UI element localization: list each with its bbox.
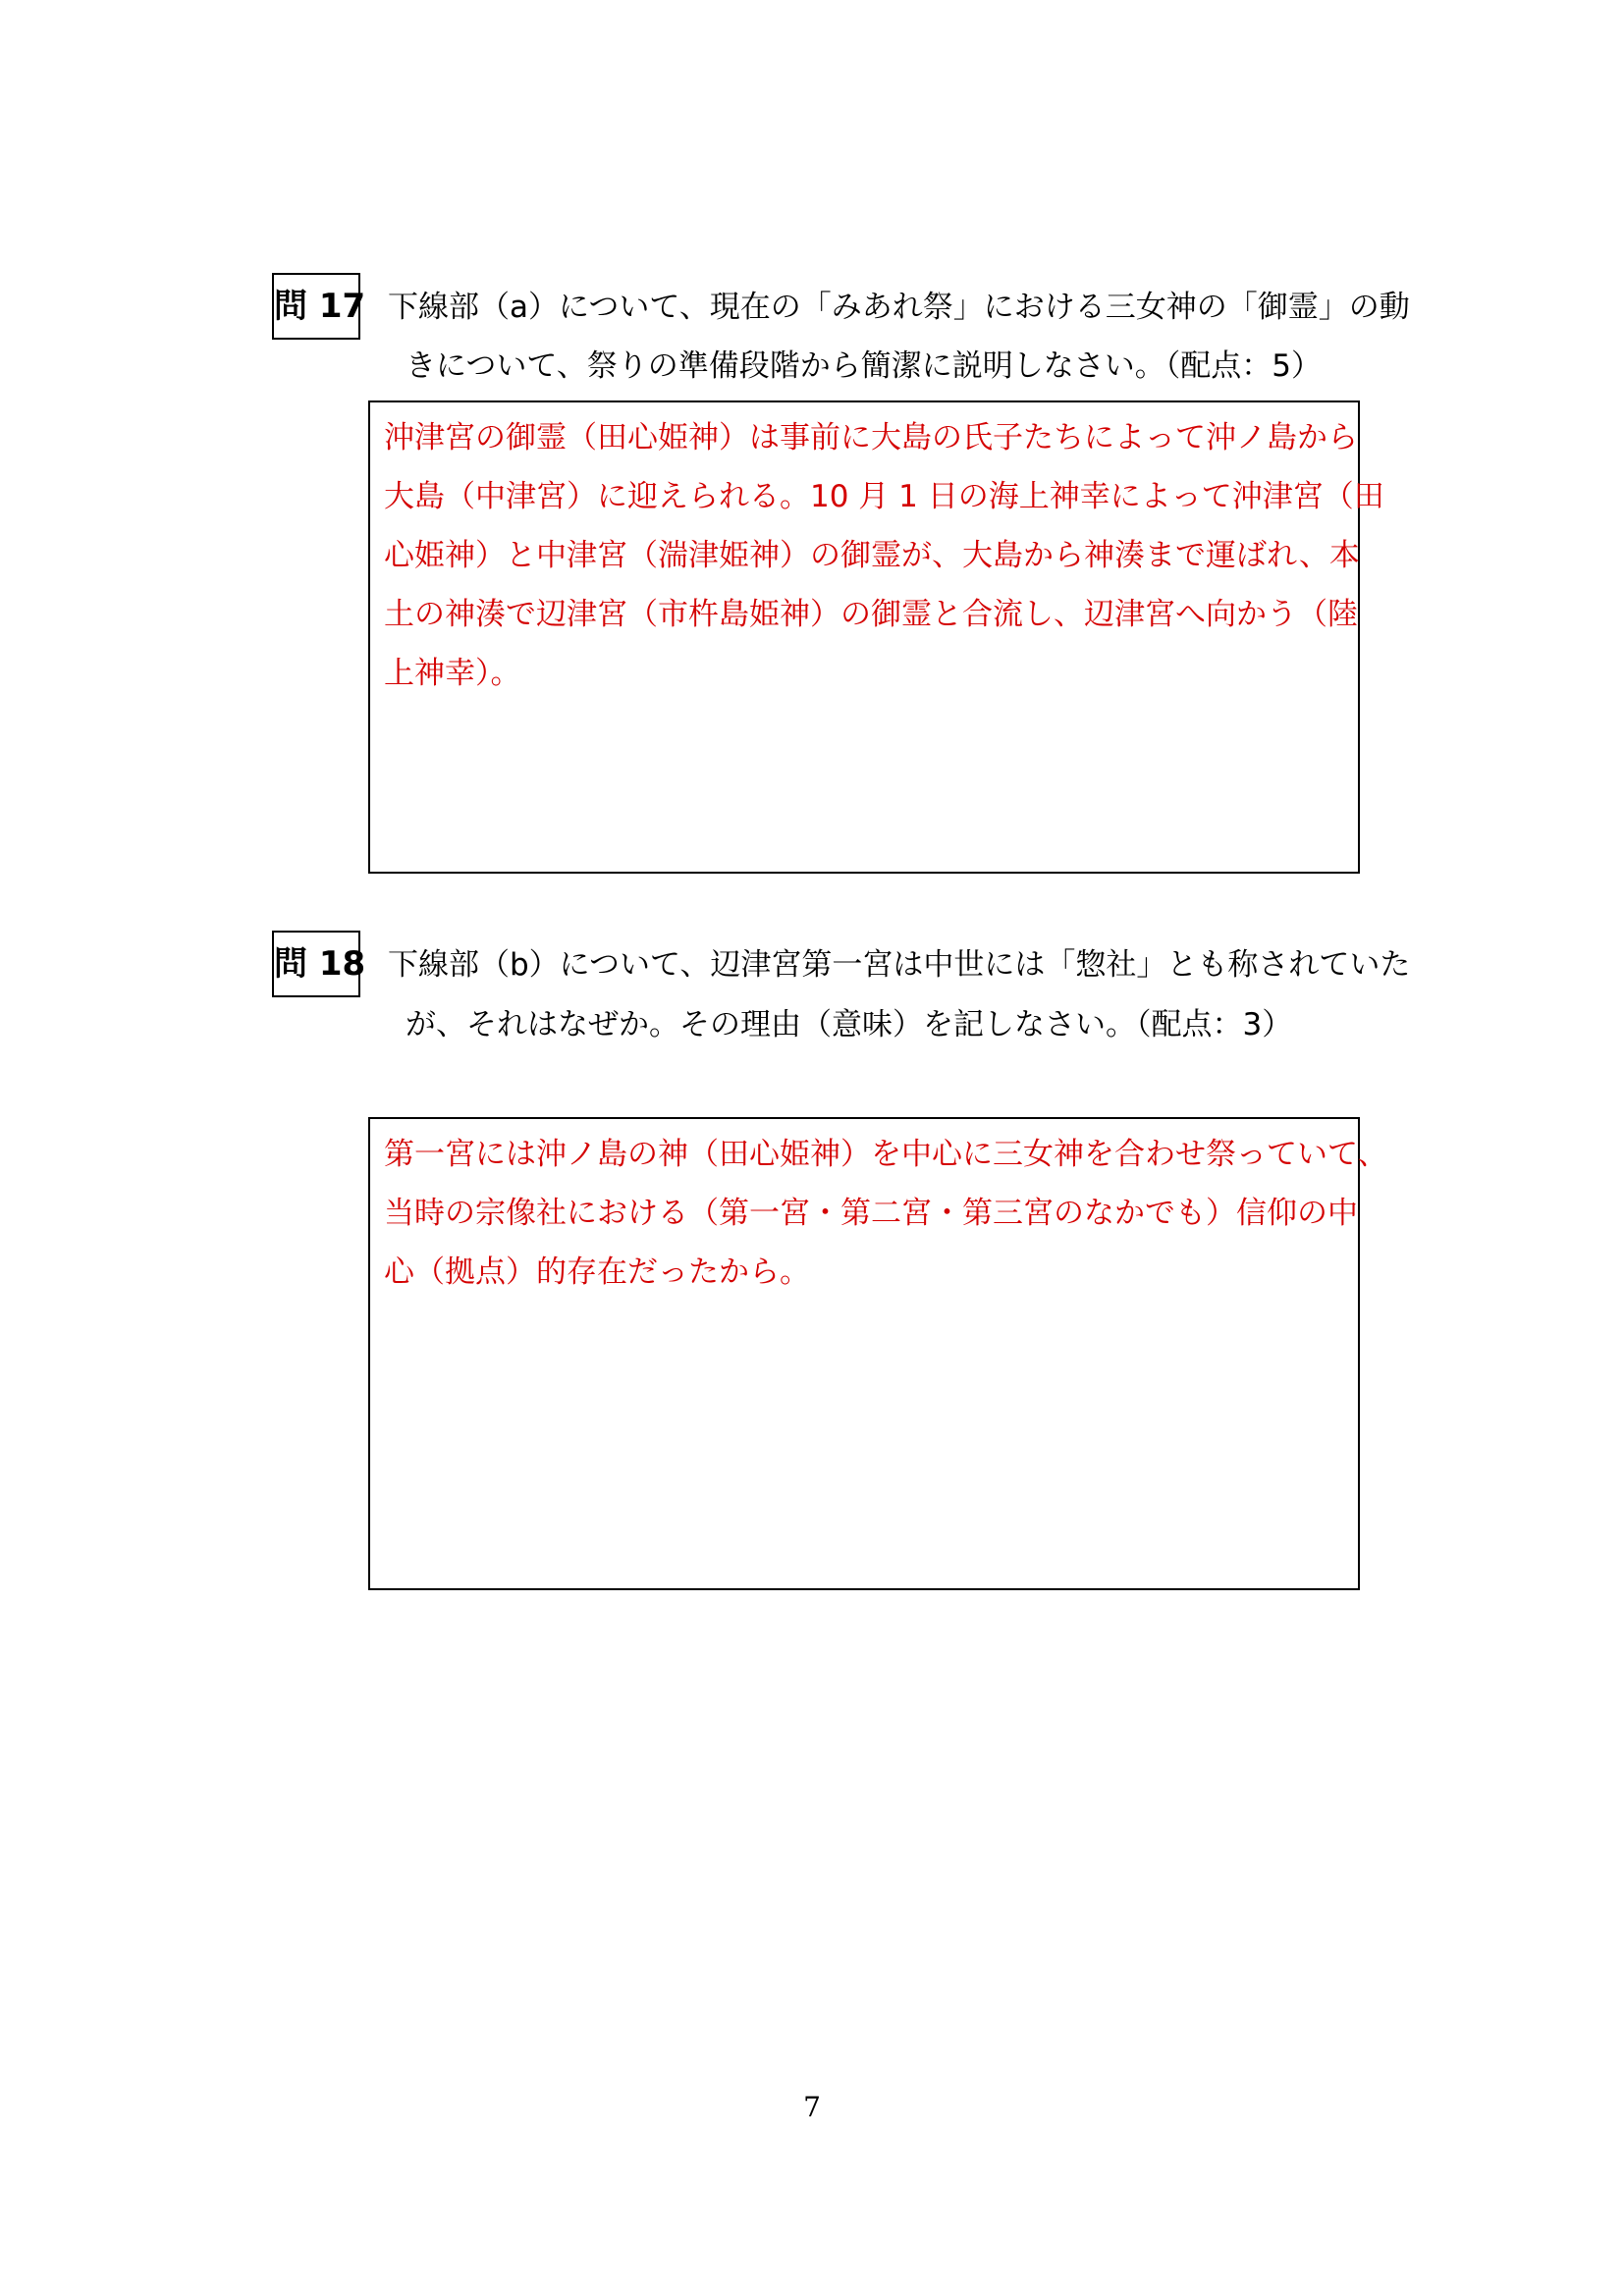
answer-18-line-2: 当時の宗像社における（第一宮・第二宮・第三宮のなかでも）信仰の中 — [384, 1196, 1358, 1231]
question-18-answer-box[interactable] — [368, 1117, 1388, 1590]
question-17-line-2: きについて、祭りの準備段階から簡潔に説明しなさい。（配点：5） — [406, 348, 1322, 384]
question-18-line-2: が、それはなぜか。その理由（意味）を記しなさい。（配点：3） — [406, 1007, 1293, 1042]
answer-17-line-5: 上神幸）。 — [384, 656, 521, 691]
answer-17-line-4: 土の神湊で辺津宮（市杵島姫神）の御霊と合流し、辺津宮へ向かう（陸 — [384, 597, 1358, 632]
answer-18-line-3: 心（拠点）的存在だったから。 — [384, 1255, 810, 1290]
question-18-label: 問 18 — [272, 931, 360, 997]
answer-17-line-2: 大島（中津宮）に迎えられる。10 月 1 日の海上神幸によって沖津宮（田 — [384, 479, 1384, 514]
page-number: 7 — [803, 2091, 821, 2123]
answer-17-line-3: 心姫神）と中津宮（湍津姫神）の御霊が、大島から神湊まで運ばれ、本 — [384, 538, 1360, 573]
answer-18-line-1: 第一宮には沖ノ島の神（田心姫神）を中心に三女神を合わせ祭っていて、 — [384, 1137, 1388, 1172]
question-18-line-1: 下線部（b）について、辺津宮第一宮は中世には「惣社」とも称されていた — [388, 947, 1411, 983]
question-17-line-1: 下線部（a）について、現在の「みあれ祭」における三女神の「御霊」の動 — [388, 290, 1410, 325]
question-17-answer-box[interactable] — [368, 400, 1384, 874]
answer-17-line-1: 沖津宮の御霊（田心姫神）は事前に大島の氏子たちによって沖ノ島から — [384, 420, 1358, 455]
question-17-label: 問 17 — [272, 273, 360, 340]
